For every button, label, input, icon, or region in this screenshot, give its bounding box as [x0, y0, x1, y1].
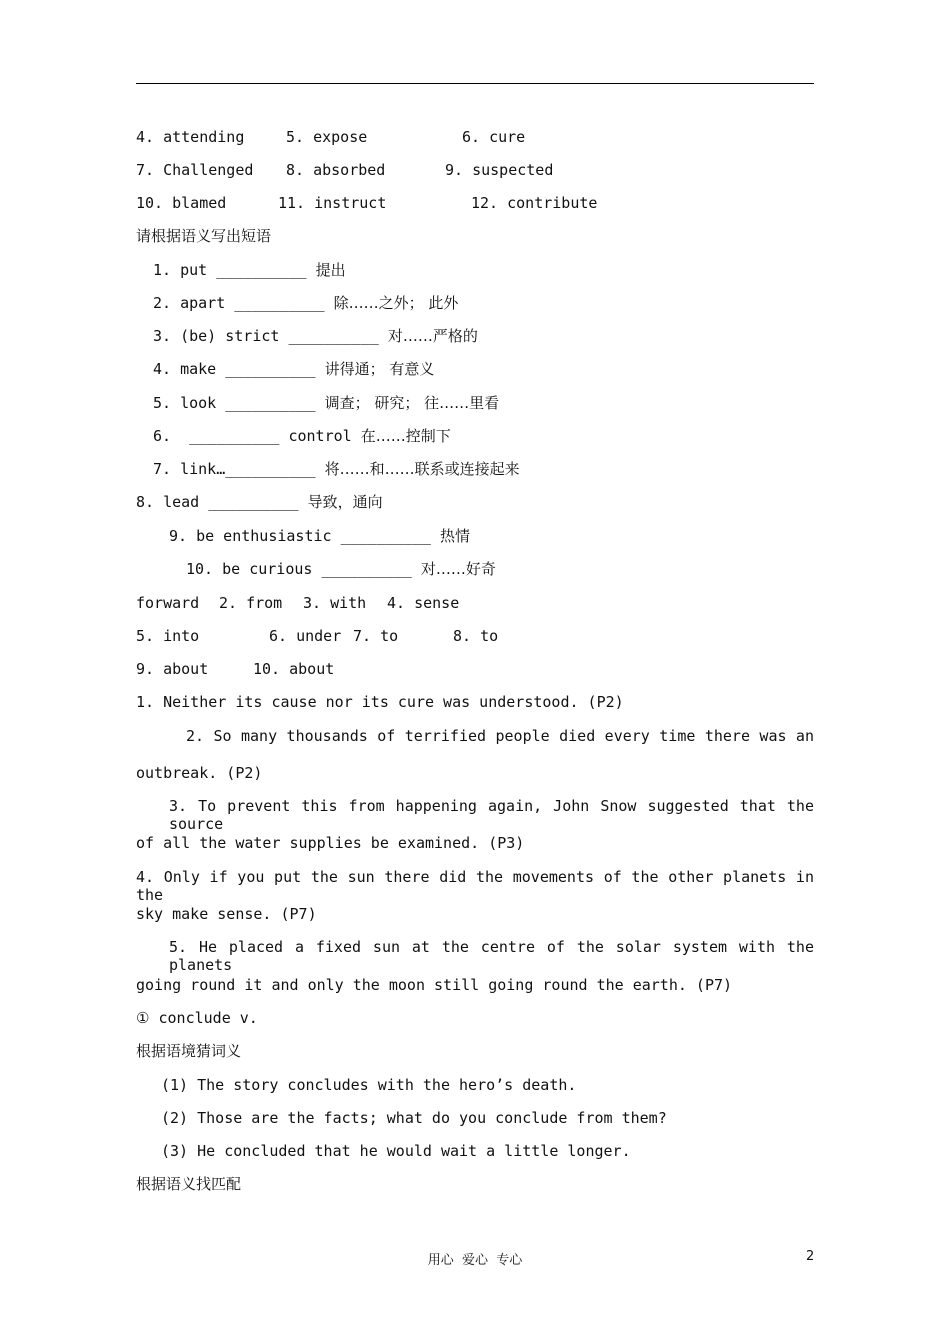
vocab-answer: 9. suspected — [445, 161, 554, 179]
word-entry: ① conclude v. — [136, 1009, 258, 1027]
phrase-item: 9. be enthusiastic __________ 热情 — [169, 527, 470, 545]
phrase-item: 2. apart __________ 除……之外； 此外 — [153, 294, 459, 312]
key-sentence: 2. So many thousands of terrified people died every time there was an — [186, 727, 814, 745]
key-sentence: of all the water supplies be examined. (P3) — [136, 834, 525, 852]
phrase-answer: 2. from — [219, 594, 283, 612]
key-sentence: outbreak. (P2) — [136, 764, 263, 782]
key-sentence: 3. To prevent this from happening again, John Snow suggested that the source — [169, 797, 814, 833]
phrase-item: 8. lead __________ 导致，通向 — [136, 493, 383, 511]
phrase-item: 6. __________ control 在……控制下 — [153, 427, 451, 445]
phrase-item: 3. (be) strict __________ 对……严格的 — [153, 327, 478, 345]
key-sentence: 5. He placed a fixed sun at the centre of the solar system with the planets — [169, 938, 814, 974]
phrase-heading: 请根据语义写出短语 — [136, 227, 272, 245]
phrase-item: 5. look __________ 调查； 研究； 往……里看 — [153, 394, 500, 412]
vocab-answer: 4. attending — [136, 128, 245, 146]
match-heading: 根据语义找匹配 — [136, 1175, 242, 1193]
vocab-answer: 7. Challenged — [136, 161, 254, 179]
key-sentence: going round it and only the moon still going round the earth. (P7) — [136, 976, 733, 994]
vocab-answer: 11. instruct — [278, 194, 387, 212]
phrase-answer: 5. into — [136, 627, 200, 645]
phrase-answer: 7. to — [353, 627, 399, 645]
phrase-item: 4. make __________ 讲得通； 有意义 — [153, 360, 435, 378]
footer-motto: 用心 爱心 专心 — [427, 1253, 523, 1268]
phrase-item: 7. link…__________ 将……和……联系或连接起来 — [153, 460, 520, 478]
phrase-answer: 10. about — [253, 660, 335, 678]
context-item: (2) Those are the facts; what do you conclude from them? — [161, 1109, 667, 1127]
vocab-answer: 5. expose — [286, 128, 368, 146]
key-sentence: 4. Only if you put the sun there did the movements of the other planets in the — [136, 868, 814, 904]
vocab-answer: 12. contribute — [471, 194, 598, 212]
key-sentence: sky make sense. (P7) — [136, 905, 317, 923]
phrase-answer: 9. about — [136, 660, 209, 678]
phrase-answer: 3. with — [303, 594, 367, 612]
vocab-answer: 10. blamed — [136, 194, 227, 212]
header-rule — [136, 83, 814, 84]
vocab-answer: 8. absorbed — [286, 161, 386, 179]
key-sentence: 1. Neither its cause nor its cure was understood. (P2) — [136, 693, 624, 711]
phrase-answer: 8. to — [453, 627, 499, 645]
vocab-answer: 6. cure — [462, 128, 526, 146]
context-heading: 根据语境猜词义 — [136, 1042, 242, 1060]
phrase-answer: 4. sense — [387, 594, 460, 612]
phrase-item: 10. be curious __________ 对……好奇 — [186, 560, 496, 578]
context-item: (3) He concluded that he would wait a little longer. — [161, 1142, 631, 1160]
phrase-answer: forward — [136, 594, 200, 612]
page-number: 2 — [806, 1249, 815, 1264]
phrase-item: 1. put __________ 提出 — [153, 261, 346, 279]
context-item: (1) The story concludes with the hero’s death. — [161, 1076, 577, 1094]
phrase-answer: 6. under — [269, 627, 342, 645]
